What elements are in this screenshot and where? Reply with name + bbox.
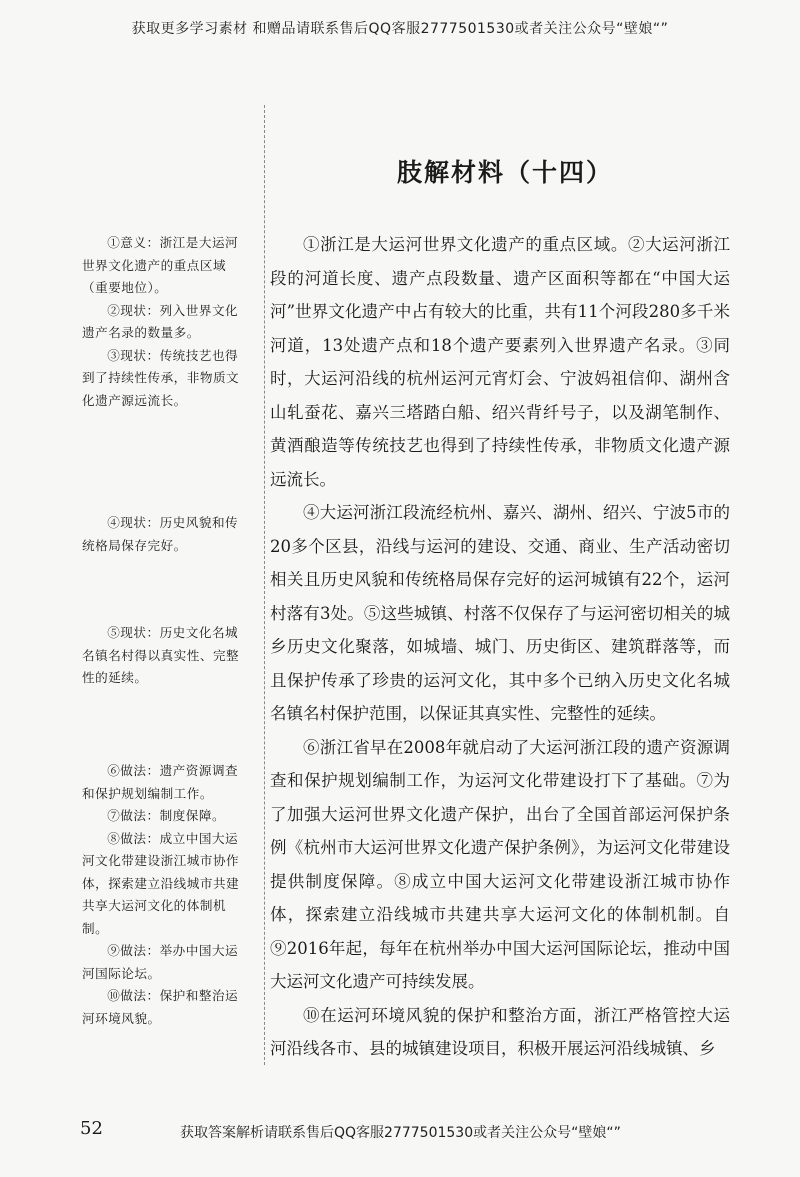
paragraph-2: ④大运河浙江段流经杭州、嘉兴、湖州、绍兴、宁波5市的20多个区县，沿线与运河的建设、交通、商业、生产活动密切相关且历史风貌和传统格局保存完好的运河城镇有22个，运河村落有3处。⑤这些城镇、村落不仅保存了与运河密切相关的城乡历史文化聚落，如城墙、城门、历史街区、建筑群落等，而且保护传承了珍贵的运河文化，其中多个已纳入历史文化名城名镇名村保护范围，以保证其真实性、完整性的延续。 bbox=[270, 503, 730, 723]
margin-note-9: ⑨做法：举办中国大运河国际论坛。 bbox=[82, 943, 239, 981]
note-group-6 bbox=[82, 760, 248, 1030]
margin-note-1: ①意义：浙江是大运河世界文化遗产的重点区域（重要地位）。 bbox=[82, 235, 239, 295]
column-divider bbox=[264, 105, 265, 1065]
margin-note-10: ⑩做法：保护和整治运河环境风貌。 bbox=[82, 988, 239, 1026]
margin-note-7: ⑦做法：制度保障。 bbox=[107, 808, 226, 823]
margin-note-4: ④现状：历史风貌和传统格局保存完好。 bbox=[82, 515, 239, 553]
paragraph-4: ⑩在运河环境风貌的保护和整治方面，浙江严格管控大运河沿线各市、县的城镇建设项目，积极开展运河沿线城镇、乡 bbox=[270, 1005, 730, 1058]
margin-note-3: ③现状：传统技艺也得到了持续性传承，非物质文化遗产源远流长。 bbox=[82, 347, 240, 408]
margin-note-6: ⑥做法：遗产资源调查和保护规划编制工作。 bbox=[82, 763, 239, 801]
main-text bbox=[270, 228, 730, 1066]
margin-note-5: ⑤现状：历史文化名城名镇名村得以真实性、完整性的延续。 bbox=[82, 625, 240, 685]
note-group-4 bbox=[82, 512, 248, 557]
margin-note-2: ②现状：列入世界文化遗产名录的数量多。 bbox=[82, 302, 239, 340]
page-number: 52 bbox=[80, 1118, 103, 1139]
top-banner: 获取更多学习素材 和赠品请联系售后QQ客服2777501530或者关注公众号“壁娘“” bbox=[131, 21, 669, 37]
margin-note-8: ⑧做法：成立中国大运河文化带建设浙江城市协作体，探索建立沿线城市共建共享大运河文化的体制机制。 bbox=[82, 830, 240, 936]
bottom-banner: 获取答案解析请联系售后QQ客服2777501530或者关注公众号“壁娘“” bbox=[180, 1125, 621, 1141]
note-group-5 bbox=[82, 622, 248, 690]
note-group-1 bbox=[82, 232, 248, 412]
paragraph-1: ①浙江是大运河世界文化遗产的重点区域。②大运河浙江段的河道长度、遗产点段数量、遗产区面积等都在“中国大运河”世界文化遗产中占有较大的比重，共有11个河段280多千米河道，13处遗产点和18个遗产要素列入世界遗产名录。③同时，大运河沿线的杭州运河元宵灯会、宁波妈祖信仰、湖州含山轧蚕花、嘉兴三塔踏白船、绍兴背纤号子，以及湖笔制作、黄酒酿造等传统技艺也得到了持续性传承，非物质文化遗产源远流长。 bbox=[270, 235, 730, 489]
page-title: 肢解材料（十四） bbox=[396, 158, 613, 187]
paragraph-3: ⑥浙江省早在2008年就启动了大运河浙江段的遗产资源调查和保护规划编制工作，为运河文化带建设打下了基础。⑦为了加强大运河世界文化遗产保护，出台了全国首部运河保护条例《杭州市大运河世界文化遗产保护条例》，为运河文化带建设提供制度保障。⑧成立中国大运河文化带建设浙江城市协作体，探索建立沿线城市共建共享大运河文化的体制机制。自⑨2016年起，每年在杭州举办中国大运河国际论坛，推动中国大运河文化遗产可持续发展。 bbox=[270, 737, 730, 991]
